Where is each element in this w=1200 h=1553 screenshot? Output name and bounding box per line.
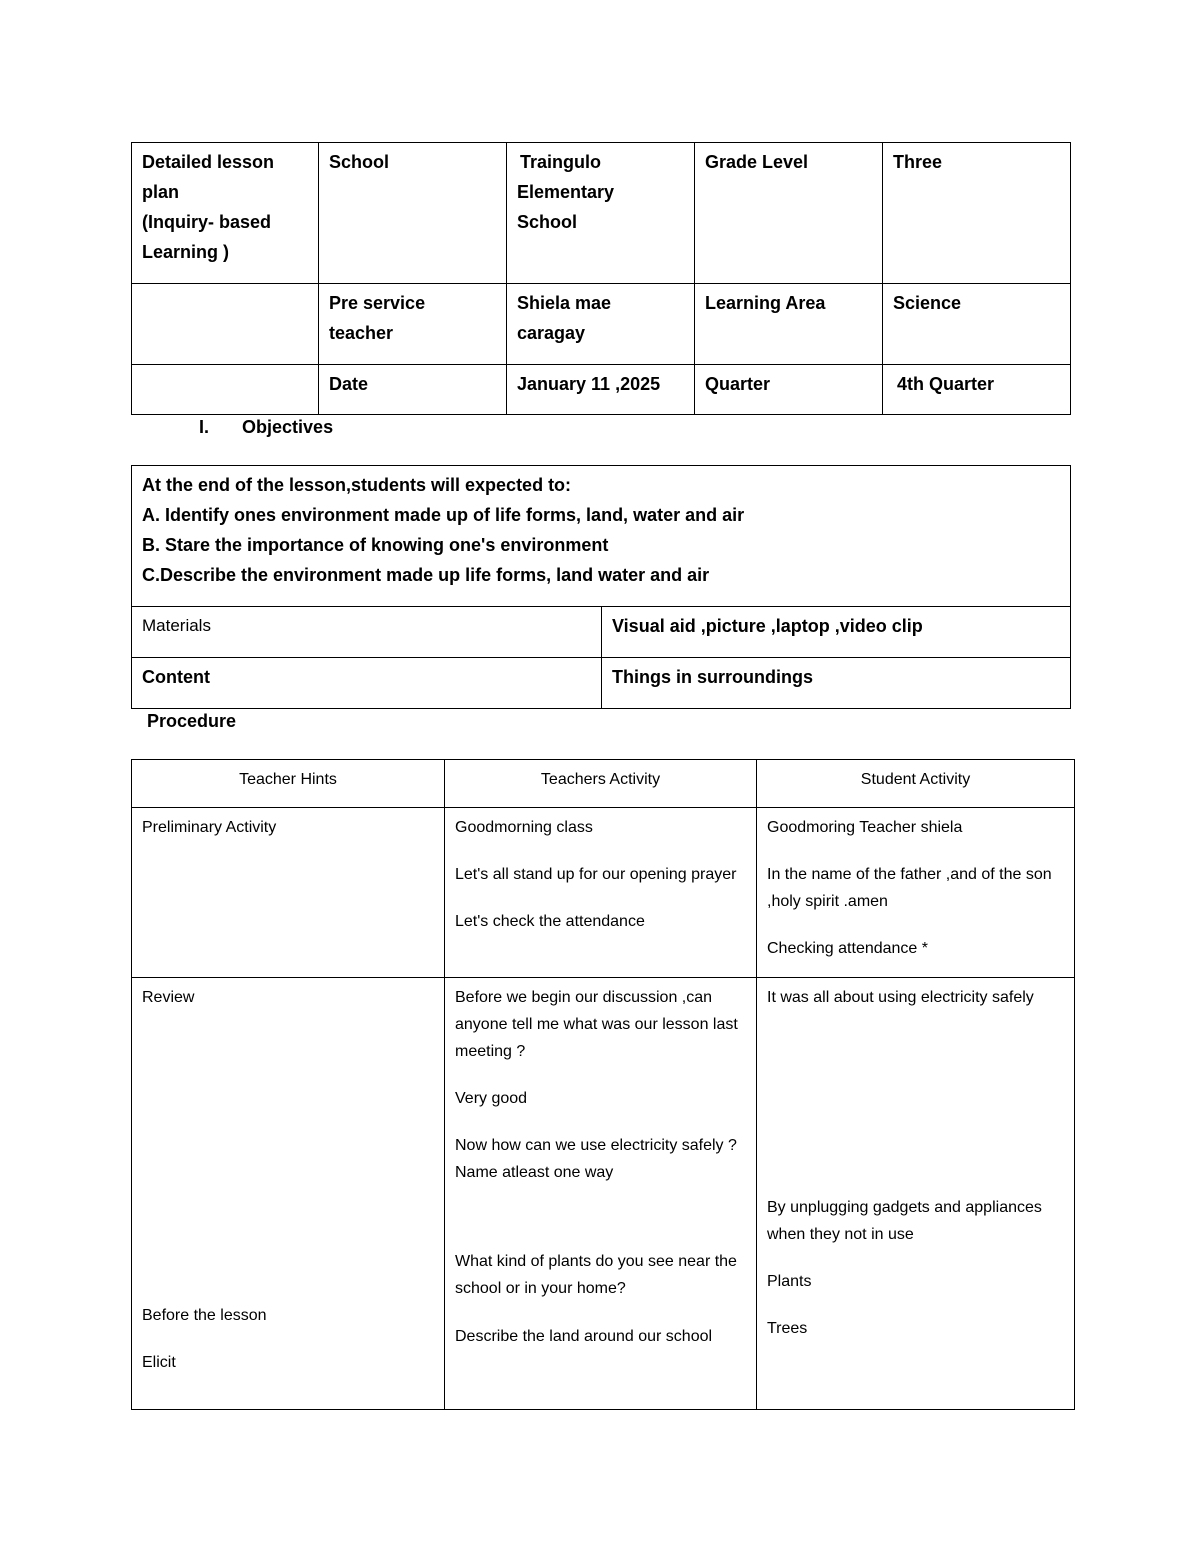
lesson-title-line: plan (142, 182, 180, 202)
school-value-cell (507, 143, 695, 284)
review-hints-cell (132, 978, 445, 1410)
date-value: January 11 ,2025 (507, 365, 695, 415)
materials-value: Visual aid ,picture ,laptop ,video clip (602, 607, 1071, 658)
content-label: Content (132, 658, 602, 709)
teacher-line: Now how can we use electricity safely ? Name atleast one way (455, 1137, 737, 1181)
school-value-line: Elementary (517, 182, 615, 202)
teacher-label-line: Pre service (329, 293, 426, 313)
preliminary-teacher-cell (445, 808, 757, 978)
student-line: Checking attendance * (767, 940, 928, 957)
learning-area-value: Science (883, 284, 1071, 365)
before-lesson-hint: Before the lesson (142, 1307, 267, 1324)
student-line: By unplugging gadgets and appliances when they not in use (767, 1199, 1042, 1243)
column-header: Student Activity (757, 760, 1075, 808)
objectives-number: I. (199, 417, 210, 437)
teacher-value-cell (507, 284, 695, 365)
school-label: School (319, 143, 507, 284)
student-line: Trees (767, 1320, 808, 1337)
lesson-title-line: (Inquiry- based (142, 212, 272, 232)
preliminary-hint: Preliminary Activity (132, 808, 445, 978)
objective-item: C.Describe the environment made up life forms, land water and air (142, 565, 710, 585)
column-header: Teacher Hints (132, 760, 445, 808)
review-student-cell (757, 978, 1075, 1410)
student-line: It was all about using electricity safely (767, 989, 1034, 1006)
lesson-header-table (131, 142, 1071, 415)
learning-area-label: Learning Area (695, 284, 883, 365)
school-value-line: School (517, 212, 578, 232)
lesson-title-line: Detailed lesson (142, 152, 275, 172)
teacher-label-line: teacher (329, 323, 394, 343)
objective-item: A. Identify ones environment made up of life forms, land, water and air (142, 505, 745, 525)
materials-label: Materials (132, 607, 602, 658)
objectives-intro: At the end of the lesson,students will expected to: (142, 475, 572, 495)
school-value-line: Traingulo (520, 152, 601, 172)
grade-level-label: Grade Level (695, 143, 883, 284)
teacher-line: What kind of plants do you see near the school or in your home? (455, 1253, 737, 1297)
objectives-table (131, 465, 1071, 709)
student-line: In the name of the father ,and of the son ,holy spirit .amen (767, 866, 1052, 910)
empty-cell (132, 284, 319, 365)
teacher-label-cell (319, 284, 507, 365)
teacher-line: Let's all stand up for our opening prayer (455, 866, 737, 883)
objectives-heading (199, 417, 333, 438)
teacher-line: Before we begin our discussion ,can anyone tell me what was our lesson last meeting ? (455, 989, 738, 1060)
grade-level-value: Three (883, 143, 1071, 284)
quarter-value: 4th Quarter (883, 365, 1071, 415)
procedure-heading: Procedure (147, 711, 237, 731)
date-label: Date (319, 365, 507, 415)
lesson-title-cell (132, 143, 319, 284)
teacher-line: Very good (455, 1090, 528, 1107)
teacher-line: Goodmorning class (455, 819, 593, 836)
teacher-value-line: Shiela mae (517, 293, 612, 313)
quarter-label: Quarter (695, 365, 883, 415)
objective-item: B. Stare the importance of knowing one's environment (142, 535, 609, 555)
review-teacher-cell (445, 978, 757, 1410)
column-header: Teachers Activity (445, 760, 757, 808)
teacher-line: Let's check the attendance (455, 913, 645, 930)
objectives-cell (132, 466, 1071, 607)
preliminary-student-cell (757, 808, 1075, 978)
procedure-table (131, 759, 1075, 1410)
student-line: Plants (767, 1273, 812, 1290)
lesson-title-line: Learning ) (142, 242, 230, 262)
content-value: Things in surroundings (602, 658, 1071, 709)
empty-cell (132, 365, 319, 415)
teacher-line: Describe the land around our school (455, 1328, 713, 1345)
review-hint: Review (142, 989, 195, 1006)
elicit-hint: Elicit (142, 1354, 176, 1371)
student-line: Goodmoring Teacher shiela (767, 819, 963, 836)
teacher-value-line: caragay (517, 323, 586, 343)
objectives-title: Objectives (242, 417, 334, 437)
